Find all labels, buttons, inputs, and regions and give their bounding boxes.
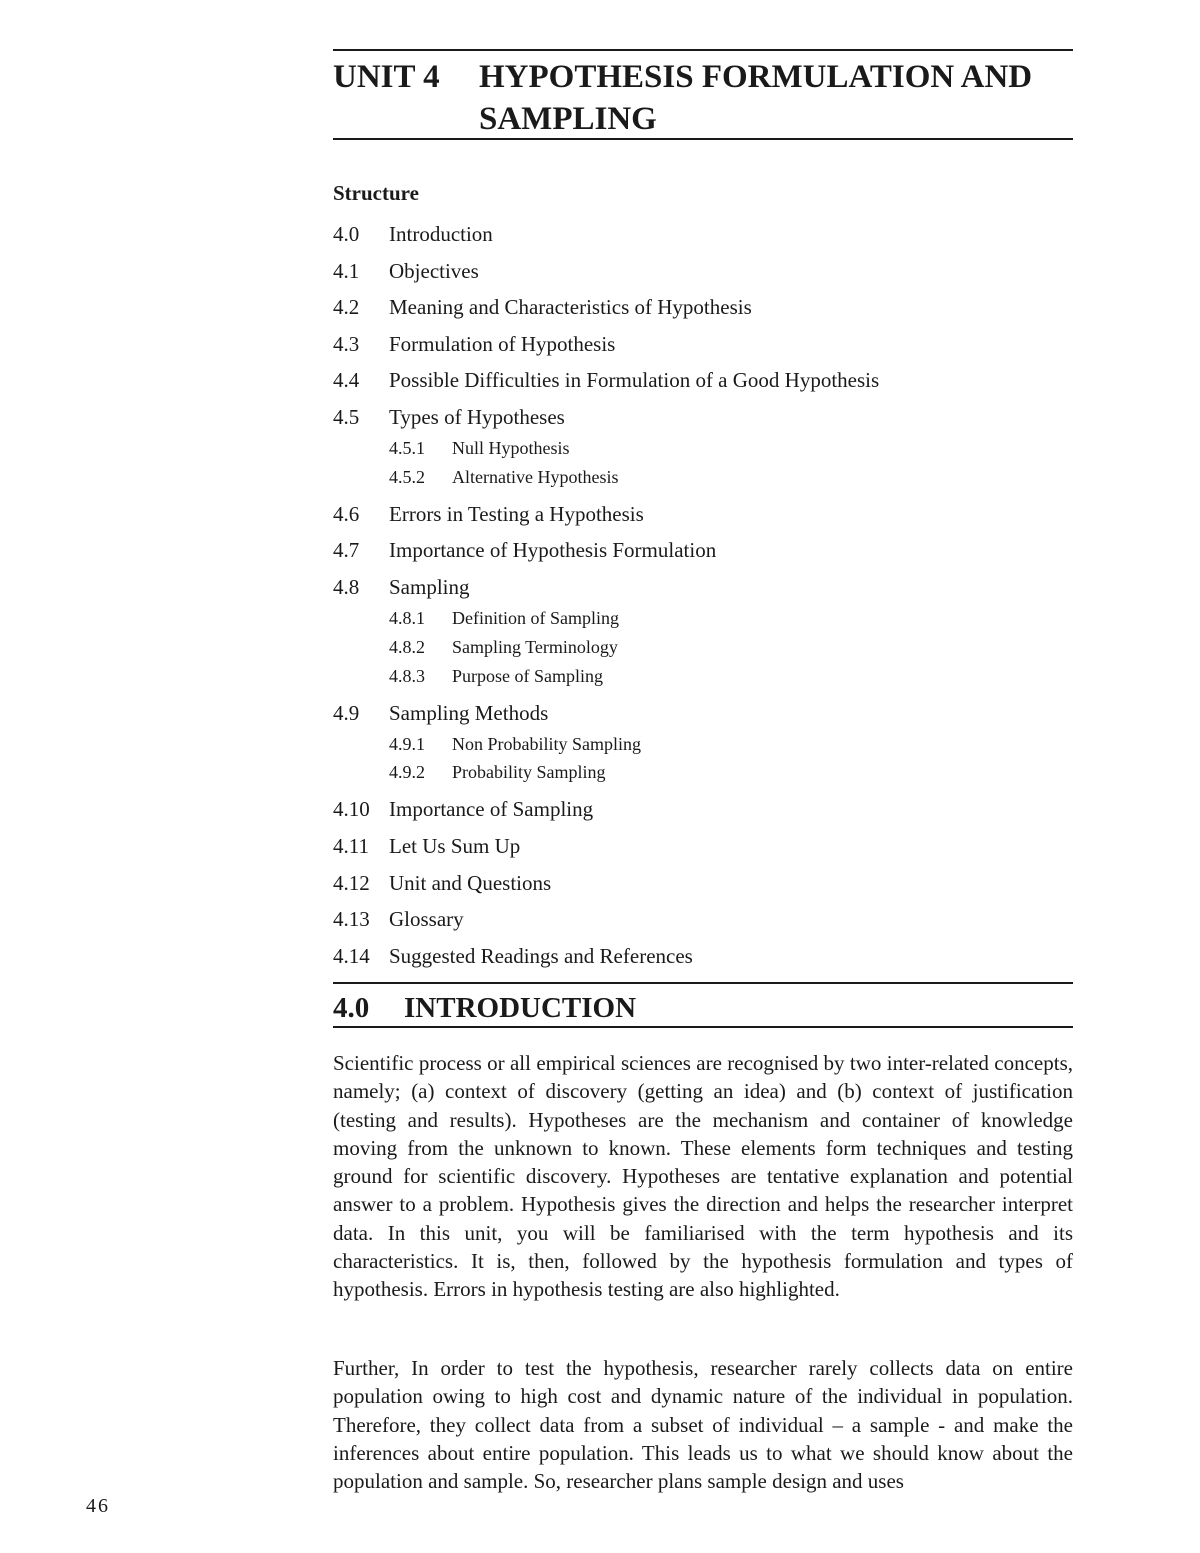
intro-paragraph-2: Further, In order to test the hypothesis, researcher rarely collects data on entire population owing to high cost and dynamic nature of the individual in population. Therefore, they collect data from a subset of individual – a sample - and make the inferences about entire population. This leads us to what we should know about the population and sample. So, researcher plans sample design and uses [333,1356,1073,1494]
toc-item [333,536,1073,573]
intro-paragraph-1: Scientific process or all empirical sciences are recognised by two inter-related concepts, namely; (a) context of discovery (getting an idea) and (b) context of justification (testing and results). Hypotheses are the mechanism and container of knowledge moving from the unknown to known. These elements form techniques and testing ground for scientific discovery. Hypotheses are tentative explanation and potential answer to a problem. Hypothesis gives the direction and helps the researcher interpret data. In this unit, you will be familiarised with the term hypothesis and its characteristics. It is, then, followed by the hypothesis formulation and types of hypothesis. Errors in hypothesis testing are also highlighted. [333,1051,1073,1302]
toc-item-label: Objectives [389,258,479,283]
toc-subitem [333,437,1073,466]
toc-item [333,942,1073,979]
toc-subitem-number: 4.9.1 [389,733,425,754]
toc-item [333,257,1073,294]
toc-item-number: 4.12 [333,870,370,895]
toc-item-number: 4.2 [333,295,360,320]
toc-subitem [333,733,1073,762]
toc-subitem [333,761,1073,795]
toc-item [333,795,1073,832]
toc-item-number: 4.7 [333,538,360,563]
toc-subitem-number: 4.5.2 [389,466,425,487]
toc-item-label: Sampling [389,574,470,599]
structure-heading: Structure [333,181,419,205]
toc-item-label: Let Us Sum Up [389,833,521,858]
section-title-text: INTRODUCTION [404,992,637,1024]
title-bottom-rule [333,138,1073,140]
toc-item-number: 4.3 [333,331,360,356]
toc-subitem [333,607,1073,636]
toc-subitem-number: 4.8.3 [389,665,425,686]
toc-item-label: Possible Difficulties in Formulation of a Good Hypothesis [389,368,880,393]
toc-item [333,220,1073,257]
toc-item [333,869,1073,906]
table-of-contents [333,220,1073,978]
toc-item [333,905,1073,942]
toc-item-label: Meaning and Characteristics of Hypothesis [389,295,752,320]
toc-subitem [333,636,1073,665]
toc-item-number: 4.5 [333,404,360,429]
toc-subitem-number: 4.5.1 [389,437,425,458]
toc-item-label: Errors in Testing a Hypothesis [389,501,644,526]
section-bottom-rule [333,1026,1073,1028]
toc-item [333,699,1073,733]
toc-item-number: 4.13 [333,907,370,932]
toc-item-label: Importance of Sampling [389,797,594,822]
toc-item-number: 4.0 [333,222,360,246]
unit-label: UNIT 4 [333,59,440,95]
section-title [333,990,1073,1026]
toc-item-number: 4.10 [333,797,370,822]
toc-subitem-label: Sampling Terminology [452,636,618,657]
unit-title-text: HYPOTHESIS FORMULATION AND SAMPLING [479,59,1033,137]
toc-item [333,403,1073,437]
toc-item-label: Importance of Hypothesis Formulation [389,538,717,563]
top-rule [333,49,1073,51]
toc-item [333,832,1073,869]
toc-subitem-number: 4.8.2 [389,636,425,657]
toc-item-number: 4.8 [333,574,360,599]
toc-item [333,330,1073,367]
unit-title [333,56,1073,140]
toc-item-label: Glossary [389,907,464,932]
toc-item-number: 4.14 [333,943,370,968]
toc-subitem-number: 4.8.1 [389,607,425,628]
page-number: 46 [86,1495,110,1517]
toc-item-label: Formulation of Hypothesis [389,331,616,356]
toc-item-label: Suggested Readings and References [389,943,693,968]
toc-subitem-number: 4.9.2 [389,762,425,783]
section-top-rule [333,982,1073,984]
section-number: 4.0 [333,992,370,1024]
toc-item-label: Sampling Methods [389,700,549,725]
toc-item [333,573,1073,607]
toc-subitem-label: Non Probability Sampling [452,733,641,754]
toc-item [333,500,1073,537]
toc-subitem [333,665,1073,699]
toc-item-number: 4.1 [333,258,360,283]
toc-subitem-label: Purpose of Sampling [452,665,603,686]
toc-item-label: Types of Hypotheses [389,404,565,429]
toc-subitem-label: Probability Sampling [452,762,606,783]
toc-subitem-label: Null Hypothesis [452,437,570,458]
toc-item-label: Unit and Questions [389,870,552,895]
toc-item-number: 4.6 [333,501,360,526]
toc-item-label: Introduction [389,222,493,246]
toc-item-number: 4.11 [333,833,369,858]
toc-subitem-label: Definition of Sampling [452,607,619,628]
toc-item-number: 4.4 [333,368,360,393]
toc-subitem [333,466,1073,500]
toc-subitem-label: Alternative Hypothesis [452,466,619,487]
toc-item [333,293,1073,330]
toc-item-number: 4.9 [333,700,360,725]
toc-item [333,366,1073,403]
